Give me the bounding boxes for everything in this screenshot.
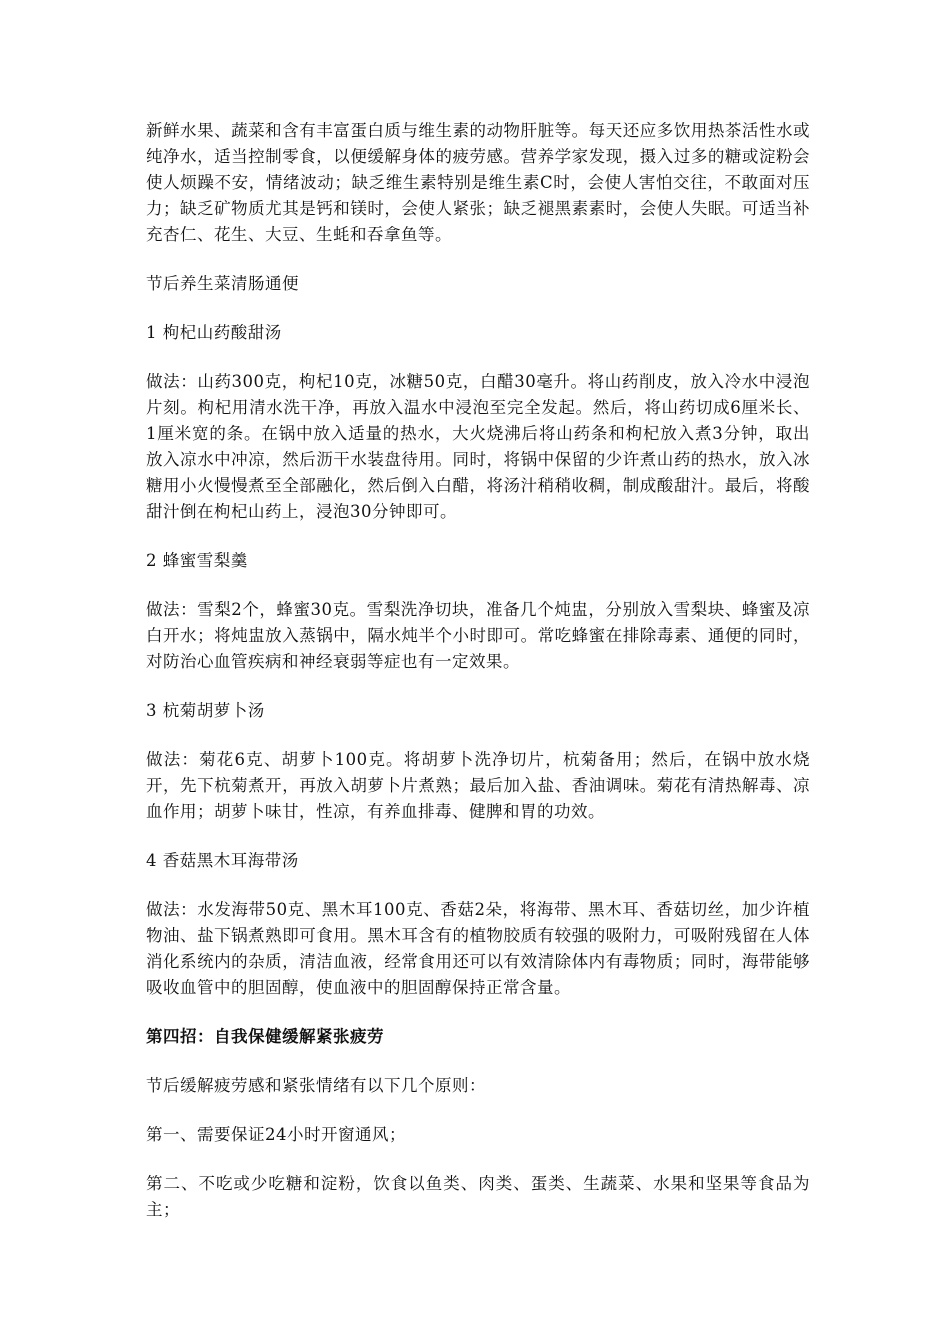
recipe-4-title: 4 香菇黑木耳海带汤: [146, 851, 299, 870]
principle-2: 第二、不吃或少吃糖和淀粉，饮食以鱼类、肉类、蛋类、生蔬菜、水果和坚果等食品为主；: [146, 1174, 810, 1219]
recipe-3-method: 做法：菊花6克、胡萝卜100克。将胡萝卜洗净切片，杭菊备用；然后，在锅中放水烧开，先下杭菊煮开，再放入胡萝卜片煮熟；最后加入盐、香油调味。菊花有清热解毒、凉血作用；胡萝卜味甘，性凉，有养血排毒、健脾和胃的功效。: [146, 750, 810, 821]
recipe-2-method: 做法：雪梨2个，蜂蜜30克。雪梨洗净切块，准备几个炖盅，分别放入雪梨块、蜂蜜及凉白开水；将炖盅放入蒸锅中，隔水炖半个小时即可。常吃蜂蜜在排除毒素、通便的同时，对防治心血管疾病和神经衰弱等症也有一定效果。: [146, 600, 810, 671]
bold-heading: 第四招：自我保健缓解紧张疲劳: [146, 1027, 384, 1046]
recipe-1-title: 1 枸杞山药酸甜汤: [146, 323, 282, 342]
document-body: [146, 118, 810, 1246]
principle-1: 第一、需要保证24小时开窗通风；: [146, 1125, 406, 1144]
principles-intro: 节后缓解疲劳感和紧张情绪有以下几个原则：: [146, 1076, 486, 1095]
intro-paragraph: 新鲜水果、蔬菜和含有丰富蛋白质与维生素的动物肝脏等。每天还应多饮用热茶活性水或纯净水，适当控制零食，以便缓解身体的疲劳感。营养学家发现，摄入过多的糖或淀粉会使人烦躁不安，情绪波动；缺乏维生素特别是维生素C时，会使人害怕交往，不敢面对压力；缺乏矿物质尤其是钙和镁时，会使人紧张；缺乏褪黑素素时，会使人失眠。可适当补充杏仁、花生、大豆、生蚝和吞拿鱼等。: [146, 121, 810, 244]
recipe-1-method: 做法：山药300克，枸杞10克，冰糖50克，白醋30毫升。将山药削皮，放入冷水中浸泡片刻。枸杞用清水洗干净，再放入温水中浸泡至完全发起。然后，将山药切成6厘米长、1厘米宽的条。在锅中放入适量的热水，大火烧沸后将山药条和枸杞放入煮3分钟，取出放入凉水中冲凉，然后沥干水装盘待用。同时，将锅中保留的少许煮山药的热水，放入冰糖用小火慢慢煮至全部融化，然后倒入白醋，将汤汁稍稍收稠，制成酸甜汁。最后，将酸甜汁倒在枸杞山药上，浸泡30分钟即可。: [146, 372, 810, 521]
recipe-2-title: 2 蜂蜜雪梨羹: [146, 551, 248, 570]
recipe-3-title: 3 杭菊胡萝卜汤: [146, 701, 265, 720]
section-title: 节后养生菜清肠通便: [146, 274, 299, 293]
recipe-4-method: 做法：水发海带50克、黑木耳100克、香菇2朵，将海带、黑木耳、香菇切丝，加少许植物油、盐下锅煮熟即可食用。黑木耳含有的植物胶质有较强的吸附力，可吸附残留在人体消化系统内的杂质，清洁血液，经常食用还可以有效清除体内有毒物质；同时，海带能够吸收血管中的胆固醇，使血液中的胆固醇保持正常含量。: [146, 900, 810, 997]
